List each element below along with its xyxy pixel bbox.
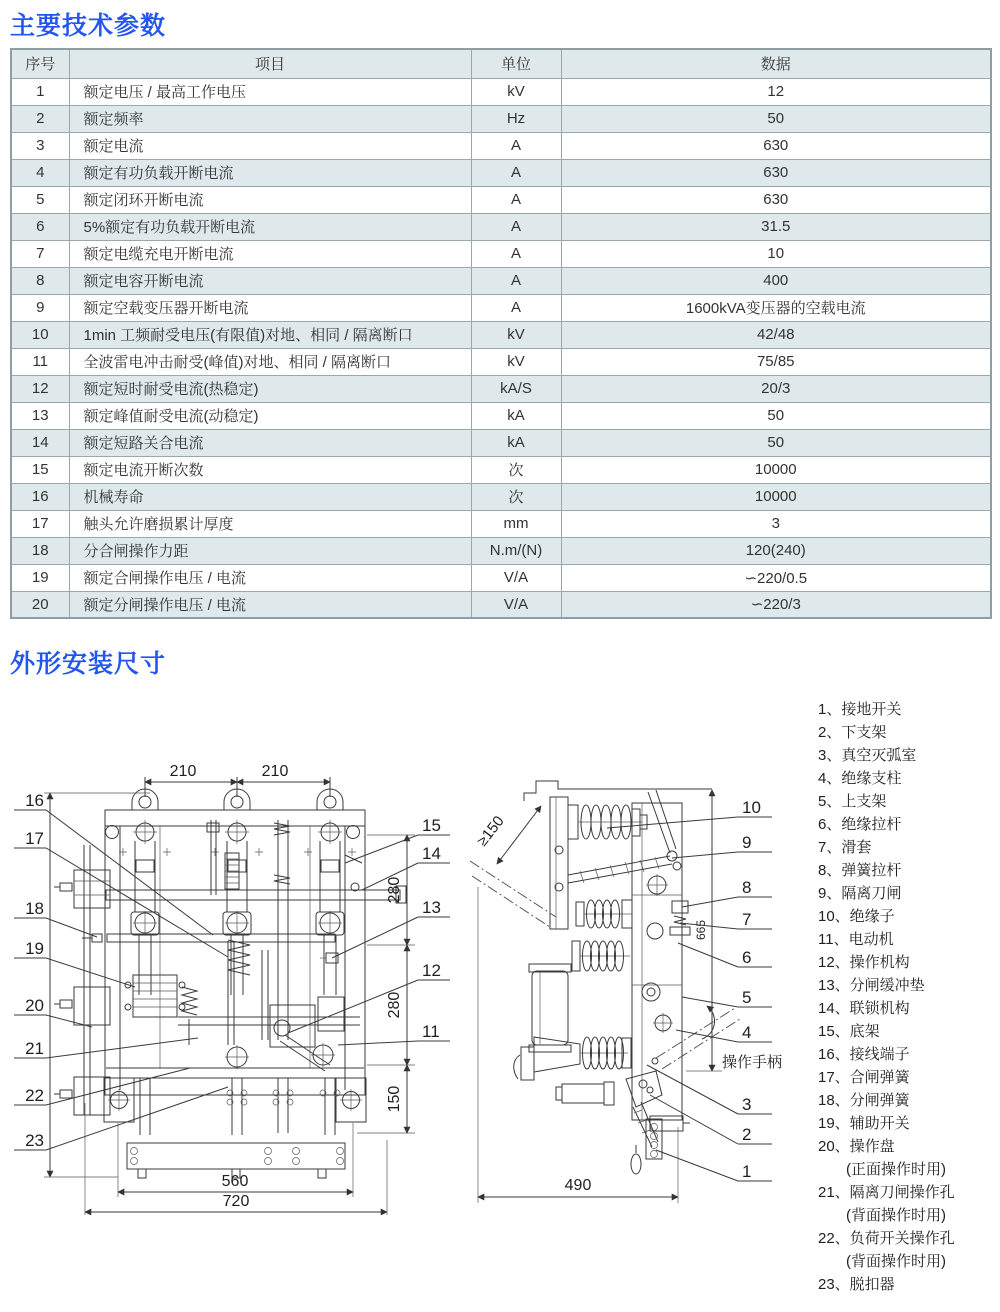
table-row: [11, 402, 991, 429]
legend-item: 19、辅助开关: [818, 1115, 910, 1132]
legend-item: 21、隔离刀闸操作孔: [818, 1184, 955, 1201]
legend-item-note: (背面操作时用): [846, 1207, 946, 1224]
cell-unit: A: [471, 132, 561, 159]
cell-data: 10: [561, 240, 991, 267]
cell-item: 触头允许磨损累计厚度: [69, 510, 471, 537]
cell-item: 1min 工频耐受电压(有限值)对地、相同 / 隔离断口: [69, 321, 471, 348]
callout-21: 21: [25, 1039, 44, 1058]
table-row: [11, 564, 991, 591]
cell-unit: A: [471, 267, 561, 294]
cell-data: 120(240): [561, 537, 991, 564]
cell-data: 42/48: [561, 321, 991, 348]
cell-no: 4: [11, 159, 69, 186]
legend-item: 4、绝缘支柱: [818, 770, 902, 787]
legend-item: 7、滑套: [818, 839, 872, 856]
dim-280-upper: 280: [386, 876, 403, 904]
parts-legend: [818, 698, 1000, 1296]
cell-item: 额定分闸操作电压 / 电流: [69, 591, 471, 618]
callout-1: 1: [742, 1162, 752, 1181]
legend-item: 11、电动机: [818, 931, 894, 948]
dim-720: 720: [222, 1193, 250, 1210]
table-row: [11, 267, 991, 294]
table-row: [11, 186, 991, 213]
callout-4: 4: [742, 1023, 752, 1042]
cell-data: 3: [561, 510, 991, 537]
legend-item: 20、操作盘: [818, 1138, 895, 1155]
callout-13: 13: [422, 898, 441, 917]
cell-unit: V/A: [471, 591, 561, 618]
callout-5: 5: [742, 988, 752, 1007]
cell-no: 6: [11, 213, 69, 240]
cell-no: 20: [11, 591, 69, 618]
handle-label: 操作手柄: [722, 1054, 783, 1071]
dim-280-lower: 280: [386, 991, 403, 1019]
legend-item: 10、绝缘子: [818, 908, 895, 925]
table-row: [11, 321, 991, 348]
table-row: [11, 348, 991, 375]
table-row: [11, 105, 991, 132]
table-row: [11, 240, 991, 267]
cell-unit: V/A: [471, 564, 561, 591]
cell-no: 14: [11, 429, 69, 456]
dim-clearance: ≥150: [473, 812, 508, 850]
cell-unit: kV: [471, 321, 561, 348]
legend-item: 14、联锁机构: [818, 1000, 910, 1017]
cell-unit: A: [471, 294, 561, 321]
cell-unit: A: [471, 213, 561, 240]
cell-data: 630: [561, 186, 991, 213]
col-header-item: 项目: [69, 49, 471, 78]
cell-data: 1600kVA变压器的空载电流: [561, 294, 991, 321]
cell-no: 17: [11, 510, 69, 537]
cell-no: 18: [11, 537, 69, 564]
table-row: [11, 456, 991, 483]
cell-unit: A: [471, 186, 561, 213]
table-row: [11, 159, 991, 186]
cell-data: 50: [561, 402, 991, 429]
dim-150: 150: [386, 1085, 403, 1113]
cell-no: 2: [11, 105, 69, 132]
cell-item: 额定电流: [69, 132, 471, 159]
cell-no: 8: [11, 267, 69, 294]
cell-no: 3: [11, 132, 69, 159]
legend-item: 6、绝缘拉杆: [818, 816, 902, 833]
cell-data: 31.5: [561, 213, 991, 240]
callout-16: 16: [25, 791, 44, 810]
cell-no: 5: [11, 186, 69, 213]
cell-data: 12: [561, 78, 991, 105]
cell-item: 机械寿命: [69, 483, 471, 510]
legend-item: 1、接地开关: [818, 701, 902, 718]
section-title-dimensions: 外形安装尺寸: [10, 650, 167, 678]
legend-item: 9、隔离刀闸: [818, 885, 902, 902]
cell-unit: 次: [471, 483, 561, 510]
cell-no: 16: [11, 483, 69, 510]
callout-11: 11: [422, 1022, 440, 1041]
cell-item: 额定电压 / 最高工作电压: [69, 78, 471, 105]
cell-unit: N.m/(N): [471, 537, 561, 564]
table-row: [11, 483, 991, 510]
legend-item: 3、真空灭弧室: [818, 747, 917, 764]
legend-item: 13、分闸缓冲垫: [818, 977, 925, 994]
cell-unit: kV: [471, 78, 561, 105]
legend-item: 12、操作机构: [818, 954, 910, 971]
cell-item: 额定闭环开断电流: [69, 186, 471, 213]
cell-no: 11: [11, 348, 69, 375]
front-view-drawing: [0, 735, 450, 1215]
cell-data: 20/3: [561, 375, 991, 402]
cell-data: ∽220/0.5: [561, 564, 991, 591]
cell-item: 额定短路关合电流: [69, 429, 471, 456]
table-row: [11, 375, 991, 402]
table-row: [11, 213, 991, 240]
cell-no: 12: [11, 375, 69, 402]
cell-item: 额定空载变压器开断电流: [69, 294, 471, 321]
callout-6: 6: [742, 948, 752, 967]
cell-no: 15: [11, 456, 69, 483]
dim-665: 665: [694, 919, 708, 941]
side-structure: [514, 781, 712, 1174]
cell-data: 50: [561, 105, 991, 132]
callout-20: 20: [25, 996, 44, 1015]
callout-18: 18: [25, 899, 44, 918]
cell-item: 额定电容开断电流: [69, 267, 471, 294]
cell-no: 1: [11, 78, 69, 105]
cell-item: 额定电缆充电开断电流: [69, 240, 471, 267]
callout-22: 22: [25, 1086, 44, 1105]
table-row: [11, 429, 991, 456]
legend-item-note: (背面操作时用): [846, 1253, 946, 1270]
callout-10: 10: [742, 798, 761, 817]
legend-item: 18、分闸弹簧: [818, 1092, 910, 1109]
dim-210-left: 210: [169, 763, 197, 780]
table-row: [11, 510, 991, 537]
table-row: [11, 294, 991, 321]
cell-data: 400: [561, 267, 991, 294]
dim-490: 490: [564, 1177, 592, 1194]
legend-item: 8、弹簧拉杆: [818, 862, 902, 879]
legend-item: 16、接线端子: [818, 1046, 910, 1063]
col-header-data: 数据: [561, 49, 991, 78]
cell-item: 额定合闸操作电压 / 电流: [69, 564, 471, 591]
legend-item: 23、脱扣器: [818, 1276, 895, 1293]
callout-7: 7: [742, 910, 752, 929]
parameters-table: [10, 48, 992, 619]
cell-no: 9: [11, 294, 69, 321]
callout-9: 9: [742, 833, 752, 852]
cell-unit: A: [471, 240, 561, 267]
table-row: [11, 78, 991, 105]
cell-item: 额定频率: [69, 105, 471, 132]
cell-item: 5%额定有功负载开断电流: [69, 213, 471, 240]
front-pole-assemblies: [106, 820, 406, 1045]
cell-no: 10: [11, 321, 69, 348]
callout-17: 17: [25, 829, 44, 848]
cell-no: 13: [11, 402, 69, 429]
cell-unit: kA: [471, 402, 561, 429]
side-dimensions: [474, 790, 722, 1203]
cell-item: 额定短时耐受电流(热稳定): [69, 375, 471, 402]
cell-unit: kA: [471, 429, 561, 456]
legend-item-note: (正面操作时用): [846, 1161, 946, 1178]
legend-item: 17、合闸弹簧: [818, 1069, 910, 1086]
legend-item: 15、底架: [818, 1023, 880, 1040]
legend-item: 5、上支架: [818, 793, 887, 810]
cell-data: 10000: [561, 483, 991, 510]
cell-unit: Hz: [471, 105, 561, 132]
callout-15: 15: [422, 816, 441, 835]
callout-3: 3: [742, 1095, 752, 1114]
cell-unit: mm: [471, 510, 561, 537]
legend-item: 2、下支架: [818, 724, 887, 741]
cell-no: 7: [11, 240, 69, 267]
callout-23: 23: [25, 1131, 44, 1150]
cell-unit: kV: [471, 348, 561, 375]
col-header-no: 序号: [11, 49, 69, 78]
cell-data: 630: [561, 159, 991, 186]
dim-560: 560: [221, 1173, 249, 1190]
table-row: [11, 537, 991, 564]
callout-14: 14: [422, 844, 441, 863]
cell-no: 19: [11, 564, 69, 591]
col-header-unit: 单位: [471, 49, 561, 78]
cell-data: 75/85: [561, 348, 991, 375]
dim-210-right: 210: [261, 763, 289, 780]
table-row: [11, 132, 991, 159]
table-row: [11, 591, 991, 618]
cell-data: 10000: [561, 456, 991, 483]
cell-item: 额定有功负载开断电流: [69, 159, 471, 186]
front-base: [104, 1068, 366, 1178]
cell-data: ∽220/3: [561, 591, 991, 618]
legend-item: 22、负荷开关操作孔: [818, 1230, 955, 1247]
table-header-row: [11, 49, 991, 78]
callout-2: 2: [742, 1125, 752, 1144]
front-mechanism: [178, 941, 360, 1071]
callout-8: 8: [742, 878, 752, 897]
cell-item: 额定电流开断次数: [69, 456, 471, 483]
cell-data: 630: [561, 132, 991, 159]
section-title-parameters: 主要技术参数: [10, 12, 167, 40]
side-view-drawing: [450, 735, 820, 1215]
callout-12: 12: [422, 961, 441, 980]
cell-unit: kA/S: [471, 375, 561, 402]
cell-unit: A: [471, 159, 561, 186]
cell-data: 50: [561, 429, 991, 456]
cell-item: 全波雷电冲击耐受(峰值)对地、相同 / 隔离断口: [69, 348, 471, 375]
cell-unit: 次: [471, 456, 561, 483]
cell-item: 分合闸操作力距: [69, 537, 471, 564]
cell-item: 额定峰值耐受电流(动稳定): [69, 402, 471, 429]
callout-19: 19: [25, 939, 44, 958]
